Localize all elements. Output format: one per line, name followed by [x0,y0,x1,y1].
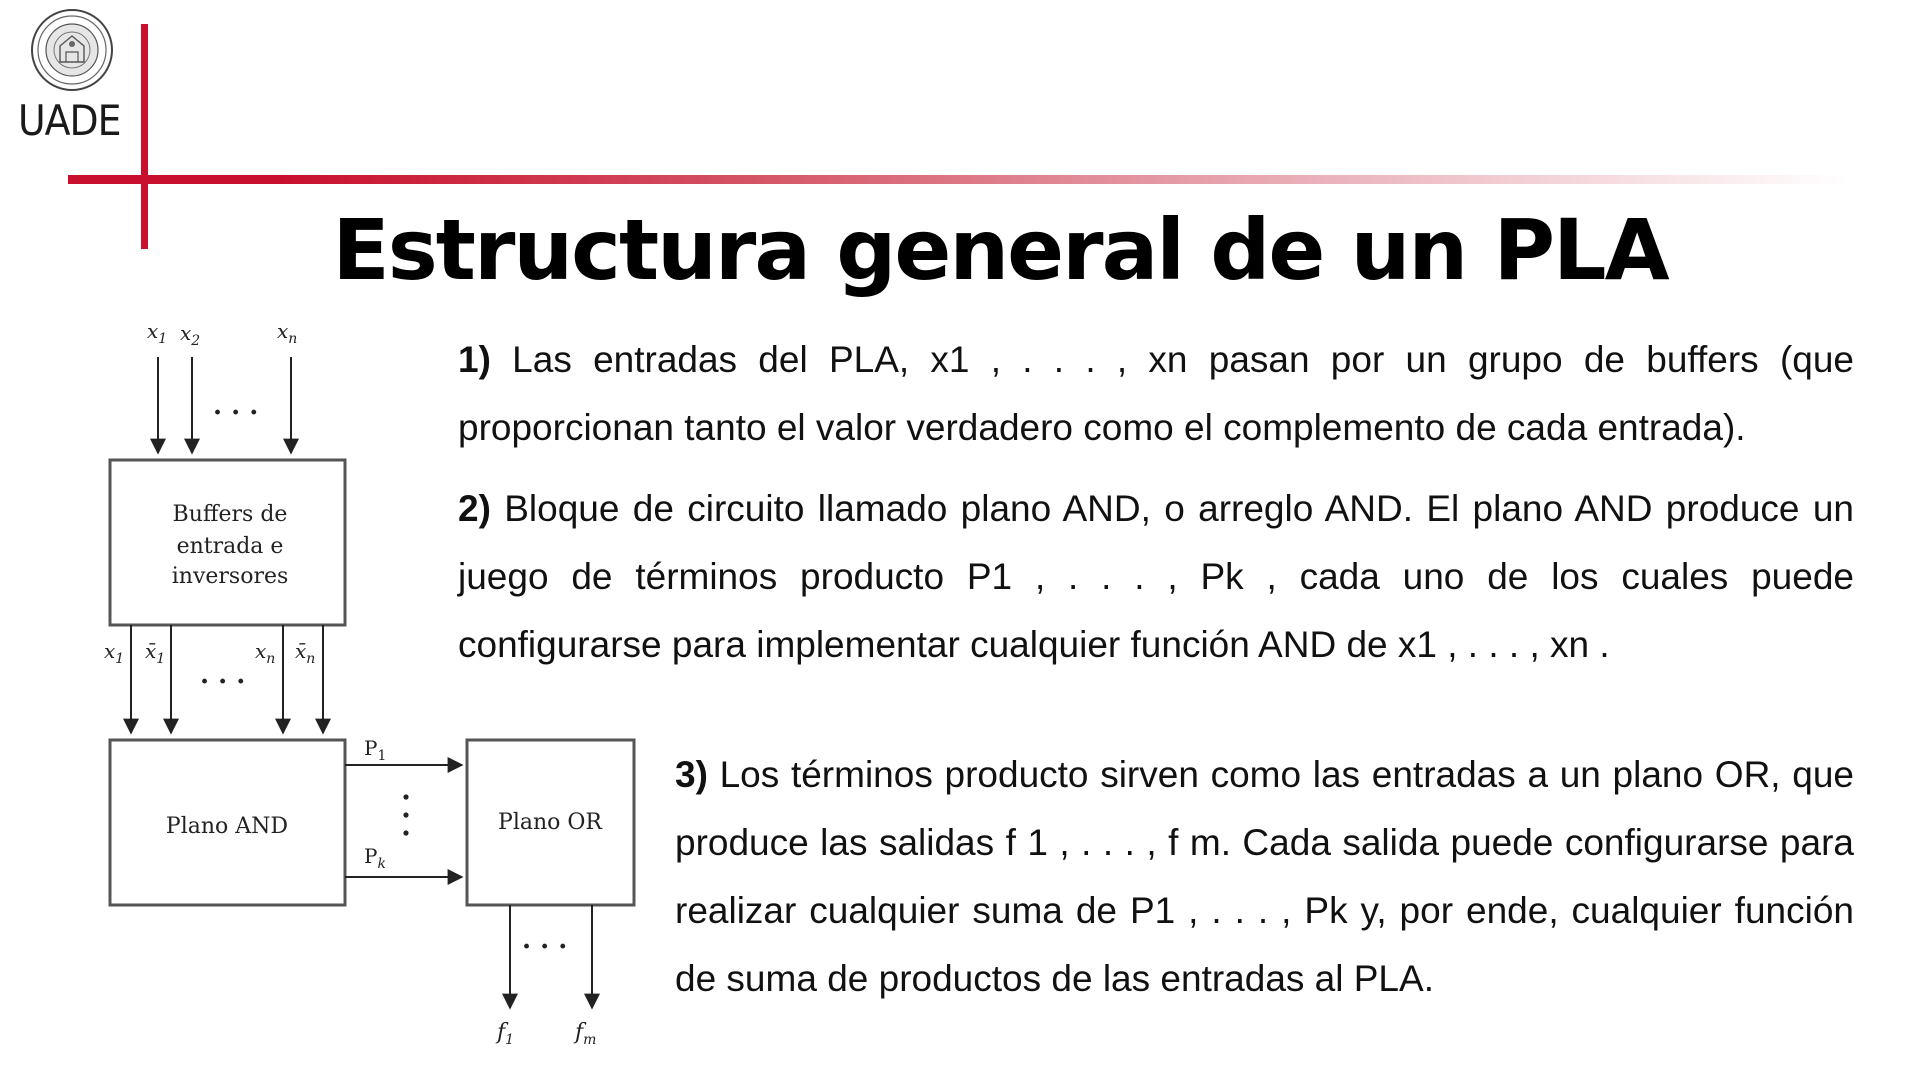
paragraph-3-text: Los términos producto sirven como las entradas a un plano OR, que produce las salidas f 1 , . . . , f m. Cada salida puede configurarse para realizar cualquier suma de P1 , . . . , Pk y, por ende, cualquier función de suma de productos de las entradas al PLA. [675,754,1854,999]
buffer-out-x1-label: $x_1$ [104,639,125,667]
or-plane-label: Plano OR [498,810,602,835]
paragraph-3 [675,741,1854,1013]
university-seal-icon [30,8,114,92]
input-x1-label: $x_1$ [147,319,168,347]
and-plane-label: Plano AND [165,814,289,839]
buffer-out-xnbar-label: $x̄_n$ [295,639,316,667]
buffer-out-x1bar-label: $x̄_1$ [145,639,166,667]
output-fm-label: $f_m$ [575,1020,597,1048]
paragraph-1-text: Las entradas del PLA, x1 , . . . , xn pasan por un grupo de buffers (que proporcionan tanto el valor verdadero como el complemento de cada entrada). [458,339,1854,448]
product-dot [403,794,408,799]
paragraph-2-text: Bloque de circuito llamado plano AND, o arreglo AND. El plano AND produce un juego de términos producto P1 , . . . , Pk , cada uno de los cuales puede configurarse para implementar cualquier función AND de x1 , . . . , xn . [458,488,1854,665]
accent-horizontal-line [68,175,1848,184]
buffer-out-xn-label: $x_n$ [255,639,276,667]
buffers-label-line1: Buffers de [172,502,288,527]
output-dots: · · · [522,932,568,962]
paragraph-2 [458,475,1854,679]
buffer-out-dots: · · · [200,667,246,697]
buffers-label-line3: inversores [171,564,289,589]
paragraph-1 [458,326,1854,462]
buffers-label-line2: entrada e [176,534,284,559]
accent-vertical-line [141,24,148,249]
paragraph-1-number: 1) [458,339,491,380]
paragraph-3-number: 3) [675,754,708,795]
page-title: Estructura general de un PLA [332,201,1668,299]
paragraph-2-number: 2) [458,488,491,529]
uade-logo [14,8,134,148]
output-f1-label: $f_1$ [497,1020,515,1048]
input-xn-label: $x_n$ [277,319,298,347]
product-dot [403,812,408,817]
input-x2-label: $x_2$ [180,321,201,349]
product-p1-label: $P_1$ [364,736,387,764]
product-dot [403,830,408,835]
product-pk-label: $P_k$ [364,844,386,872]
input-dots: · · · [213,398,259,428]
logo-text: UADE [18,96,121,145]
